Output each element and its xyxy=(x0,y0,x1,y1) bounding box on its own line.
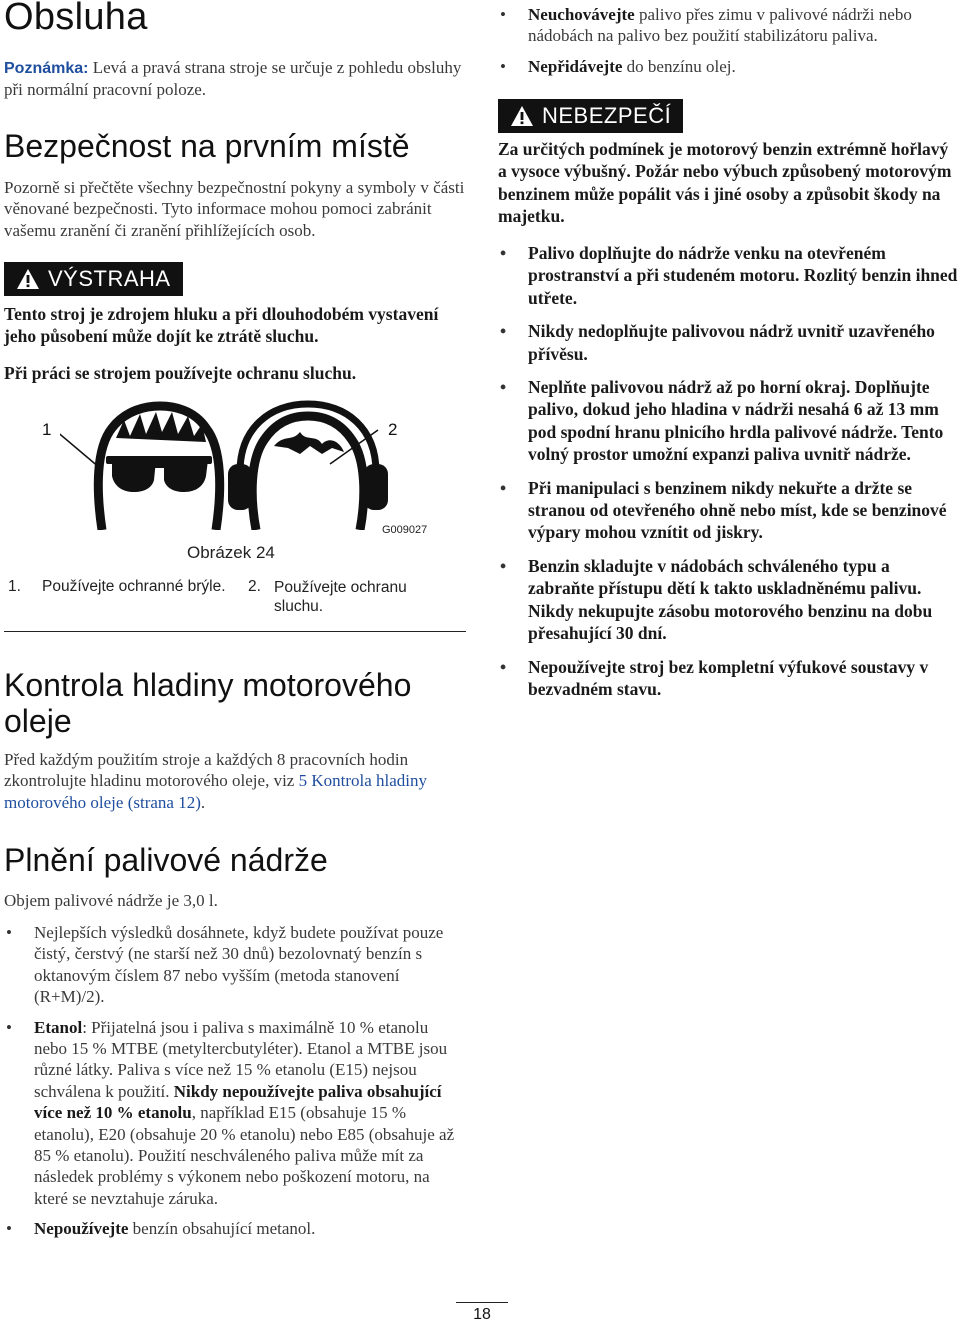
danger-badge xyxy=(498,99,683,133)
list-item xyxy=(4,1218,456,1239)
fuel-capacity: Objem palivové nádrže je 3,0 l. xyxy=(4,891,218,910)
fuel-bullet-2-bold: Etanol xyxy=(34,1017,83,1037)
danger-bullet-6: Nepoužívejte stroj bez kompletní výfukové soustavy v bezvadném stavu. xyxy=(528,656,929,699)
fuel-bullet-2-bold2: Nikdy nepoužívejte paliva obsahující více než 10 % etanolu xyxy=(34,1081,442,1123)
danger-bullet-1: Palivo doplňujte do nádrže venku na otevřeném prostranství a při studeném motoru. Rozlitý benzin ihned utřete. xyxy=(528,243,958,308)
fuel-bullet-1: Nejlepších výsledků dosáhnete, když budete používat pouze čistý, čerstvý (ne starší než 30 dnů) bezolovnatý benzín s oktanovým číslem 87 nebo vyšším (metoda stanovení (R+M)/2). xyxy=(34,923,444,1007)
fuel-bullet-list xyxy=(4,922,456,1240)
danger-label: NEBEZPEČÍ xyxy=(542,103,672,128)
figure-caption-2-text: Používejte ochranu sluchu. xyxy=(274,579,407,615)
warning-triangle-icon xyxy=(16,268,40,290)
danger-bullet-list xyxy=(498,242,960,700)
list-item xyxy=(498,4,960,47)
danger-bullet-5: Benzin skladujte v nádobách schváleného typu a zabraňte přístupu dětí k takto uskladněnému palivu. Nikdy nekupujte zásobu motorového benzinu na dobu přesahující 30 dní. xyxy=(528,555,933,644)
warning-triangle-icon xyxy=(510,105,534,127)
oil-text-after: . xyxy=(200,792,206,812)
earmuffs-head-icon xyxy=(228,404,388,530)
figure-title: Obrázek 24 xyxy=(187,543,275,562)
list-item xyxy=(498,477,960,544)
section-divider xyxy=(4,631,466,632)
figure-caption-2-num: 2. xyxy=(248,578,261,595)
warning-label: VÝSTRAHA xyxy=(48,266,171,291)
oil-link[interactable]: 5 Kontrola hladiny motorového oleje (strana 12) xyxy=(4,771,428,812)
fuel-bullet-3-text: benzín obsahující metanol. xyxy=(128,1219,316,1239)
note-text: Levá a pravá strana stroje se určuje z pohledu obsluhy při normální pracovní poloze. xyxy=(4,58,462,100)
figure-caption-1-text: Používejte ochranné brýle. xyxy=(42,578,226,595)
right-bullet-1-text: palivo přes zimu v palivové nádrži nebo nádobách na palivo bez použití stabilizátoru paliva. xyxy=(528,5,912,46)
right-bullet-2-bold: Nepřidávejte xyxy=(528,56,623,76)
page-number: 18 xyxy=(473,1306,491,1323)
note-paragraph xyxy=(4,57,466,101)
fuel-bullet-2-text2: , například E15 (obsahuje 15 % etanolu), E20 (obsahuje 20 % etanolu) nebo E85 (obsahuje až 85 % etanolu). Použití neschváleného paliva může mít za následek problémy s výkonem nebo poškození motoru, na které se nevztahuje záruka. xyxy=(34,1103,455,1208)
list-item xyxy=(498,242,960,309)
oil-text xyxy=(4,749,470,813)
danger-bullet-4: Při manipulaci s benzinem nikdy nekuřte a držte se stranou od otevřeného ohně nebo míst, kde se benzinové výpary mohou vznítit od jiskry. xyxy=(528,477,947,543)
danger-bullet-2: Nikdy nedoplňujte palivovou nádrž uvnitř uzavřeného přívěsu. xyxy=(528,321,935,364)
list-item xyxy=(498,656,960,701)
right-bullet-1-bold: Neuchovávejte xyxy=(528,5,635,24)
safety-text: Pozorně si přečtěte všechny bezpečnostní pokyny a symboly v části věnované bezpečnosti. Tyto informace mohou pomoci zabránit vašemu zranění či zranění přihlížejících osob. xyxy=(4,178,465,240)
warning-text: Tento stroj je zdrojem hluku a při dlouhodobém vystavení jeho působení může dojít ke ztrátě sluchu. xyxy=(4,304,439,347)
list-item xyxy=(498,320,960,365)
right-bullet-2-text: do benzínu olej. xyxy=(622,56,736,76)
danger-text: Za určitých podmínek je motorový benzin extrémně hořlavý a vysoce výbušný. Požár nebo výbuch způsobený motorovým benzinem může popálit vás i jiné osoby a způsobit škody na majetku. xyxy=(498,139,952,227)
fuel-bullet-2-text: : Přijatelná jsou i paliva s maximálně 10 % etanolu nebo 15 % MTBE (metyltercbutyléter). Etanol a MTBE jsou různé látky. Paliva s více než 15 % etanolu (E15) nejsou schválena k použití. xyxy=(34,1017,448,1101)
glasses-head-icon xyxy=(98,406,219,530)
figure-callout-2: 2 xyxy=(388,420,398,439)
warning-badge xyxy=(4,262,183,296)
page-title: Obsluha xyxy=(4,0,148,38)
list-item xyxy=(4,922,456,1008)
fuel-heading: Plnění palivové nádrže xyxy=(4,842,328,878)
danger-bullet-3: Neplňte palivovou nádrž až po horní okraj. Doplňujte palivo, dokud jeho hladina v nádrži nesahá 6 až 13 mm pod spodní hranu plnicího hrdla palivové nádrže. Tento volný prostor umožní expanzi paliva uvnitř nádrže. xyxy=(528,377,944,465)
list-item xyxy=(498,555,960,645)
oil-heading: Kontrola hladiny motorového oleje xyxy=(4,667,412,739)
safety-figure xyxy=(60,398,400,530)
list-item xyxy=(498,56,960,77)
figure-caption-1-num: 1. xyxy=(8,578,21,595)
footer-rule xyxy=(456,1302,508,1303)
list-item xyxy=(4,1017,456,1210)
warning-text-2: Při práci se strojem používejte ochranu sluchu. xyxy=(4,363,357,383)
storage-bullet-list xyxy=(498,4,960,77)
oil-text-before: Před každým použitím stroje a každých 8 pracovních hodin zkontrolujte hladinu motorového oleje, viz xyxy=(4,750,409,791)
figure-callout-1: 1 xyxy=(42,420,52,439)
note-label: Poznámka: xyxy=(4,60,89,77)
fuel-bullet-3-bold: Nepoužívejte xyxy=(34,1219,129,1239)
list-item xyxy=(498,376,960,466)
callout-line-1 xyxy=(60,430,100,468)
safety-heading: Bezpečnost na prvním místě xyxy=(4,128,410,164)
figure-code: G009027 xyxy=(382,524,428,536)
